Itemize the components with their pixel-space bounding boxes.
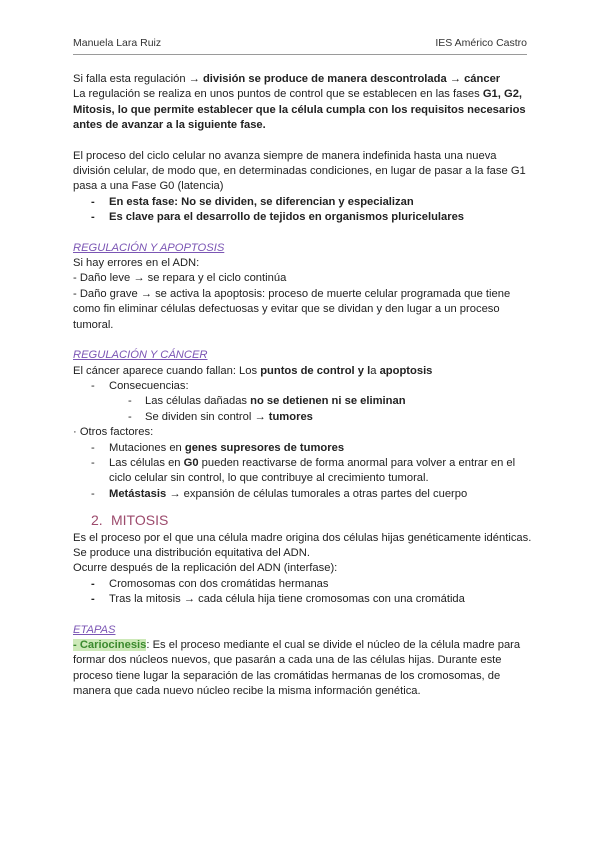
list-item: - En esta fase: No se dividen, se diferencian y especializan xyxy=(73,195,533,210)
section-title-apoptosis: REGULACIÓN Y APOPTOSIS xyxy=(73,241,225,254)
consequences-sublist xyxy=(73,394,533,425)
list-item: - Mutaciones en genes supresores de tumores xyxy=(73,441,533,456)
list-item: - Las células en G0 pueden reactivarse de forma anormal para volver a entrar en el ciclo celular sin control, lo que contribuye al crecimiento tumoral. xyxy=(73,456,533,487)
mitosis-paragraph-1: Es el proceso por el que una célula madre origina dos células hijas genéticamente idénticas. Se produce una distribución equitativa del ADN. xyxy=(73,531,532,559)
factors-list xyxy=(73,441,533,503)
mitosis-list xyxy=(73,577,533,608)
mitosis-paragraph-2: Ocurre después de la replicación del ADN (interfase): xyxy=(73,562,338,575)
section-heading-mitosis: 2. MITOSIS xyxy=(91,512,169,529)
g0-list xyxy=(73,195,533,226)
intro-paragraph-3: El proceso del ciclo celular no avanza siempre de manera indefinida hasta una nueva división celular, de modo que, en determinadas condiciones, en lugar de pasar a la fase G1 pasa a una Fase G0 (latencia) xyxy=(73,149,526,193)
header-school: IES Américo Castro xyxy=(435,37,527,49)
apoptosis-line-2: - Daño leve → se repara y el ciclo continúa xyxy=(73,272,287,285)
list-item: - Es clave para el desarrollo de tejidos en organismos pluricelulares xyxy=(73,210,533,225)
list-item: - Tras la mitosis → cada célula hija tiene cromosomas con una cromátida xyxy=(73,592,533,607)
list-item: - Consecuencias: xyxy=(73,379,533,394)
list-item: - Metástasis → expansión de células tumorales a otras partes del cuerpo xyxy=(73,487,533,502)
list-item: - Cromosomas con dos cromátidas hermanas xyxy=(73,577,533,592)
other-factors: · Otros factores: xyxy=(73,426,154,439)
intro-paragraph-2: La regulación se realiza en unos puntos de control que se establecen en las fases G1, G2, Mitosis, lo que permite establecer que la célula cumpla con los requisitos necesarios antes de avanzar a la siguiente fase. xyxy=(73,88,526,132)
section-title-cancer: REGULACIÓN Y CÁNCER xyxy=(73,349,208,362)
apoptosis-line-1: Si hay errores en el ADN: xyxy=(73,257,200,270)
list-item: - Se dividen sin control → tumores xyxy=(73,410,533,425)
intro-paragraph-1: Si falla esta regulación → división se produce de manera descontrolada → cáncer xyxy=(73,73,501,85)
highlighted-term: - Cariocinesis xyxy=(73,639,147,651)
list-item: - Las células dañadas no se detienen ni se eliminan xyxy=(73,394,533,409)
header-author: Manuela Lara Ruiz xyxy=(73,37,162,49)
document-body xyxy=(73,72,533,700)
cancer-line-1: El cáncer aparece cuando fallan: Los puntos de control y la apoptosis xyxy=(73,364,433,377)
cariocinesis-paragraph: - Cariocinesis: Es el proceso mediante el cual se divide el núcleo de la célula madre para formar dos núcleos nuevos, que pasarán a cada una de las células hijas. Durante este proceso tiene lugar la separación de las cromátidas hermanas de los cromosomas, de manera que cada nuevo núcleo recibe la misma información genética. xyxy=(73,639,521,698)
apoptosis-line-3: - Daño grave → se activa la apoptosis: proceso de muerte celular programada que tiene como fin eliminar células defectuosas y evitar que se dividan y den lugar a un proceso tumoral. xyxy=(73,287,511,331)
header-divider xyxy=(73,54,527,55)
section-title-etapas: ETAPAS xyxy=(73,623,116,636)
consequences-list xyxy=(73,379,533,394)
